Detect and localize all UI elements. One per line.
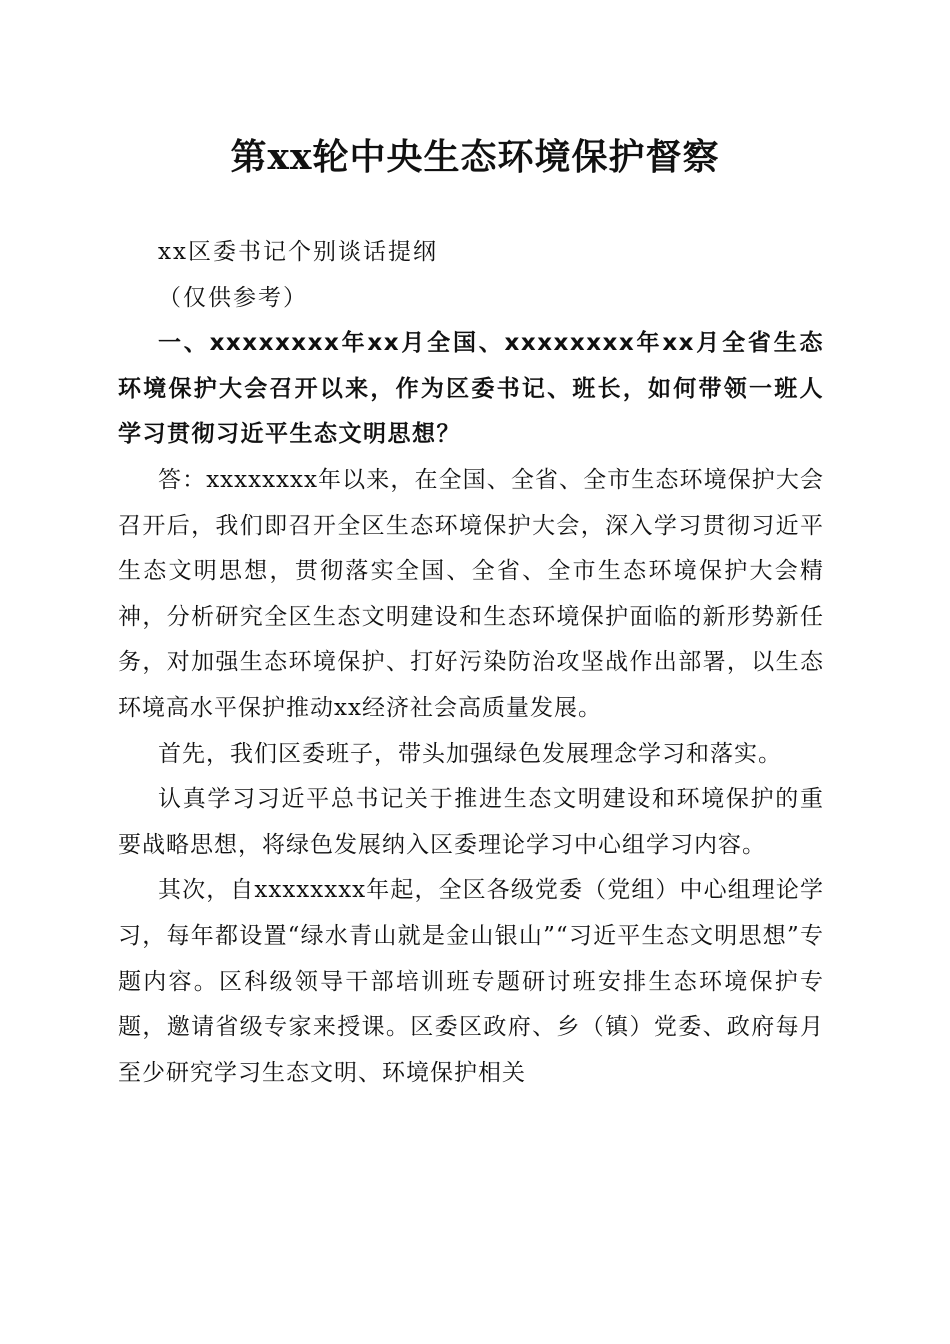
body-paragraph: 其次，自xxxxxxxx年起，全区各级党委（党组）中心组理论学习，每年都设置“绿水青山就是金山银山”“习近平生态文明思想”专题内容。区科级领导干部培训班专题研讨班安排生态环境保护专题，邀请省级专家来授课。区委区政府、乡（镇）党委、政府每月至少研究学习生态文明、环境保护相关 bbox=[118, 877, 824, 1086]
body-paragraph: 首先，我们区委班子，带头加强绿色发展理念学习和落实。 bbox=[158, 740, 782, 767]
reference-note: （仅供参考） bbox=[158, 284, 308, 311]
document-title: 第xx轮中央生态环境保护督察 bbox=[230, 136, 720, 178]
body-paragraph: 认真学习习近平总书记关于推进生态文明建设和环境保护的重要战略思想，将绿色发展纳入区委理论学习中心组学习内容。 bbox=[118, 786, 824, 858]
subtitle-line: xx区委书记个别谈话提纲 bbox=[158, 239, 438, 265]
answer-paragraph: 答：xxxxxxxx年以来，在全国、全省、全市生态环境保护大会召开后，我们即召开全区生态环境保护大会，深入学习贯彻习近平生态文明思想，贯彻落实全国、全省、全市生态环境保护大会精神，分析研究全区生态文明建设和生态环境保护面临的新形势新任务，对加强生态环境保护、打好污染防治攻坚战作出部署，以生态环境高水平保护推动xx经济社会高质量发展。 bbox=[118, 466, 824, 721]
question-heading: 一、xxxxxxxx年xx月全国、xxxxxxxx年xx月全省生态环境保护大会召开以来，作为区委书记、班长，如何带领一班人学习贯彻习近平生态文明思想？ bbox=[118, 330, 824, 448]
document-body bbox=[118, 230, 824, 1096]
